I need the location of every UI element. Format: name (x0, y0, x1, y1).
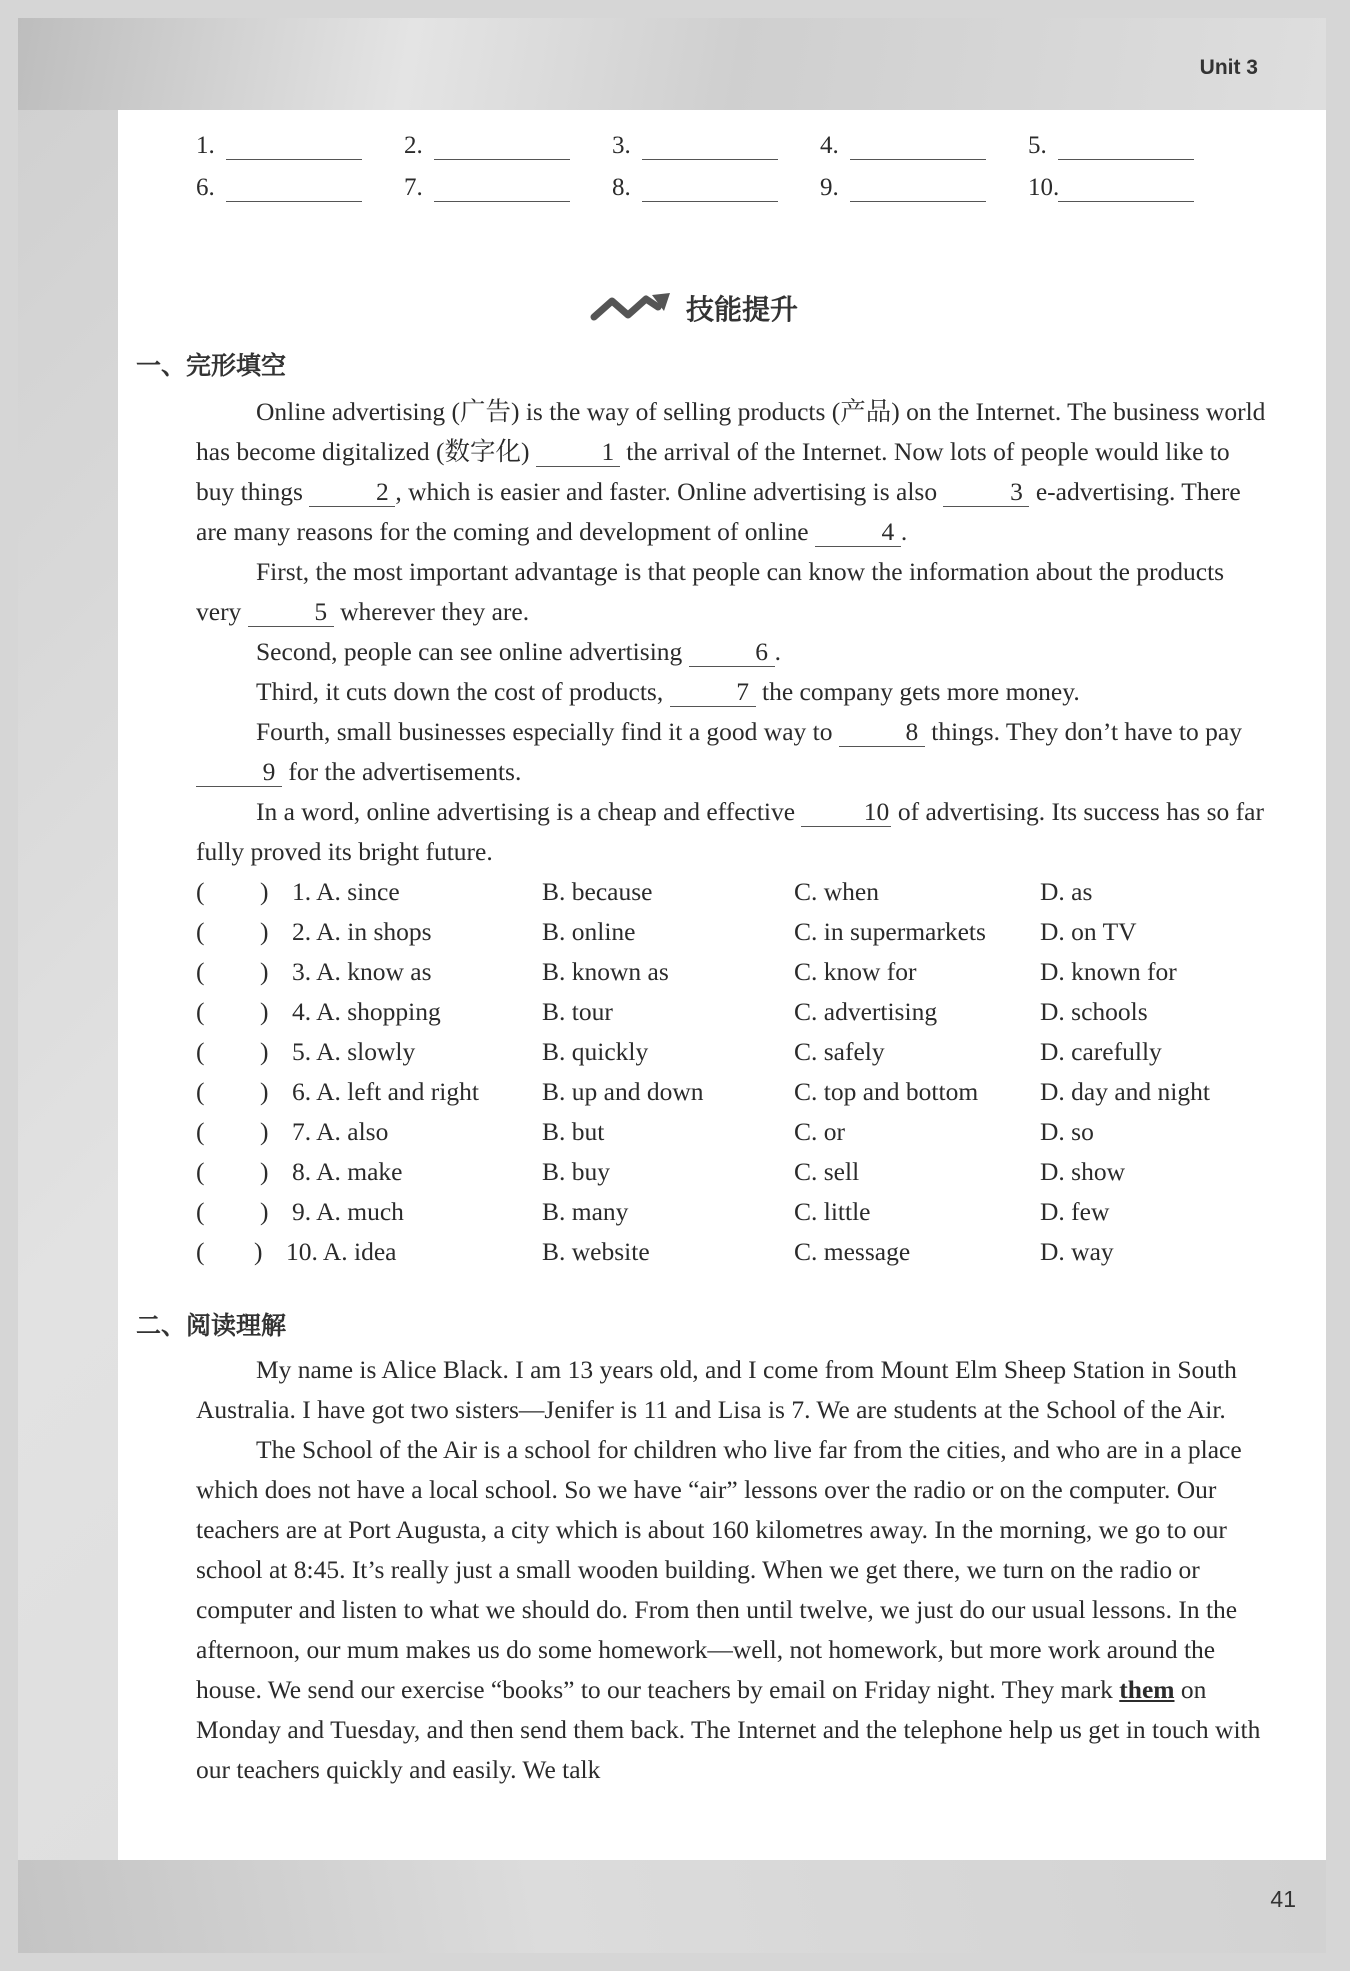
cloze-gap[interactable]: 7 (670, 678, 756, 707)
answer-bracket[interactable]: ( ) (196, 957, 269, 986)
answer-bracket[interactable]: ( ) (196, 1077, 269, 1106)
answer-blank[interactable]: 2. (404, 118, 612, 160)
option-a: 7. A. also (292, 1117, 389, 1146)
blank-row (196, 160, 1236, 202)
cloze-paragraph: Third, it cuts down the cost of products, 7 the company gets more money. (256, 677, 1080, 706)
option-b: B. but (542, 1117, 605, 1146)
cloze-gap[interactable]: 10 (801, 798, 891, 827)
option-d: D. carefully (1040, 1037, 1162, 1066)
cloze-gap[interactable]: 6 (689, 638, 775, 667)
option-b: B. website (542, 1237, 650, 1266)
choice-row (196, 992, 1276, 1032)
option-b: B. tour (542, 997, 613, 1026)
cloze-paragraph: Online advertising (广告) is the way of selling products (产品) on the Internet. The business world has become digitalized (数字化) 1 the arrival of the Internet. Now lots of people would like to buy things 2 , which is easier and faster. Online advertising is also 3 e-advertising. There are many reasons for the coming and development of online 4 . (196, 397, 1266, 546)
option-d: D. few (1040, 1197, 1110, 1226)
cloze-gap[interactable]: 2 (309, 478, 395, 507)
option-c: C. top and bottom (794, 1077, 979, 1106)
option-a: 9. A. much (292, 1197, 404, 1226)
option-d: D. as (1040, 877, 1093, 906)
option-d: D. schools (1040, 997, 1148, 1026)
option-c: C. in supermarkets (794, 917, 986, 946)
choice-row (196, 1232, 1276, 1272)
option-b: B. because (542, 877, 653, 906)
choice-list (196, 872, 1276, 1272)
footer-band (18, 1860, 1326, 1953)
choice-row (196, 1112, 1276, 1152)
answer-blank[interactable]: 6. (196, 160, 404, 202)
cloze-gap[interactable]: 9 (196, 758, 282, 787)
answer-blank[interactable]: 1. (196, 118, 404, 160)
cloze-paragraph: Second, people can see online advertising 6 . (256, 637, 782, 666)
cloze-gap[interactable]: 3 (943, 478, 1029, 507)
answer-bracket[interactable]: ( ) (196, 997, 269, 1026)
option-b: B. known as (542, 957, 669, 986)
option-a: 2. A. in shops (292, 917, 432, 946)
option-a: 3. A. know as (292, 957, 432, 986)
answer-blank[interactable]: 4. (820, 118, 1028, 160)
section-banner (590, 288, 798, 328)
highlighted-word: them (1119, 1675, 1175, 1704)
option-d: D. show (1040, 1157, 1126, 1186)
option-c: C. little (794, 1197, 871, 1226)
option-a: 5. A. slowly (292, 1037, 416, 1066)
blank-row (196, 118, 1236, 160)
answer-blank[interactable]: 3. (612, 118, 820, 160)
choice-row (196, 952, 1276, 992)
section1-title: 一、完形填空 (136, 351, 287, 380)
option-a: 6. A. left and right (292, 1077, 479, 1106)
cloze-paragraph: First, the most important advantage is that people can know the information about the products very 5 wherever they are. (196, 557, 1225, 626)
option-b: B. up and down (542, 1077, 704, 1106)
cloze-gap[interactable]: 8 (839, 718, 925, 747)
reading-passage (196, 1350, 1270, 1790)
option-d: D. so (1040, 1117, 1094, 1146)
zigzag-arrow-icon (590, 291, 672, 325)
answer-blank[interactable]: 7. (404, 160, 612, 202)
option-d: D. on TV (1040, 917, 1137, 946)
option-c: C. when (794, 877, 879, 906)
option-b: B. many (542, 1197, 629, 1226)
option-c: C. know for (794, 957, 917, 986)
option-d: D. way (1040, 1237, 1114, 1266)
choice-row (196, 872, 1276, 912)
answer-bracket[interactable]: ( ) (196, 877, 269, 906)
cloze-paragraph: In a word, online advertising is a cheap and effective 10 of advertising. Its success has so far fully proved its bright future. (196, 797, 1264, 866)
banner-title: 技能提升 (686, 293, 799, 326)
page-number: 41 (1270, 1886, 1296, 1912)
reading-paragraph: The School of the Air is a school for children who live far from the cities, and who are in a place which does not have a local school. So we have “air” lessons over the radio or on the computer. Our teachers are at Port Augusta, a city which is about 160 kilometres away. In the morning, we go to our school at 8:45. It’s really just a small wooden building. When we get there, we turn on the radio or computer and listen to what we should do. From then until twelve, we just do our usual lessons. In the afternoon, our mum makes us do some homework—well, not homework, but more work around the house. We send our exercise “books” to our teachers by email on Friday night. They mark them on Monday and Tuesday, and then send them back. The Internet and the telephone help us get in touch with our teachers quickly and easily. We talk (196, 1435, 1261, 1784)
choice-row (196, 1152, 1276, 1192)
answer-bracket[interactable]: ( ) (196, 1197, 269, 1226)
answer-blanks (196, 118, 1236, 202)
cloze-paragraph: Fourth, small businesses especially find it a good way to 8 things. They don’t have to pay 9 for the advertisements. (196, 712, 1270, 792)
cloze-gap[interactable]: 4 (815, 518, 901, 547)
choice-row (196, 1192, 1276, 1232)
answer-blank[interactable]: 10. (1028, 160, 1236, 202)
section2-title: 二、阅读理解 (136, 1311, 287, 1340)
choice-row (196, 912, 1276, 952)
choice-row (196, 1072, 1276, 1112)
option-d: D. day and night (1040, 1077, 1210, 1106)
header-band (18, 18, 1326, 110)
option-a: 1. A. since (292, 877, 400, 906)
answer-blank[interactable]: 5. (1028, 118, 1236, 160)
option-b: B. quickly (542, 1037, 649, 1066)
option-c: C. sell (794, 1157, 860, 1186)
answer-blank[interactable]: 9. (820, 160, 1028, 202)
unit-label: Unit 3 (1199, 56, 1258, 79)
option-c: C. message (794, 1237, 911, 1266)
choice-row (196, 1032, 1276, 1072)
option-b: B. buy (542, 1157, 611, 1186)
cloze-gap[interactable]: 5 (248, 598, 334, 627)
answer-bracket[interactable]: ( ) (196, 1157, 269, 1186)
cloze-passage (196, 392, 1270, 872)
option-c: C. advertising (794, 997, 938, 1026)
answer-blank[interactable]: 8. (612, 160, 820, 202)
option-c: C. or (794, 1117, 845, 1146)
reading-paragraph: My name is Alice Black. I am 13 years old, and I come from Mount Elm Sheep Station in South Australia. I have got two sisters—Jenifer is 11 and Lisa is 7. We are students at the School of the Air. (196, 1355, 1237, 1424)
option-d: D. known for (1040, 957, 1177, 986)
option-a: 10. A. idea (286, 1237, 397, 1266)
answer-bracket[interactable]: ( ) (196, 1237, 263, 1266)
answer-bracket[interactable]: ( ) (196, 1117, 269, 1146)
option-b: B. online (542, 917, 636, 946)
option-a: 8. A. make (292, 1157, 403, 1186)
answer-bracket[interactable]: ( ) (196, 917, 269, 946)
option-c: C. safely (794, 1037, 885, 1066)
answer-bracket[interactable]: ( ) (196, 1037, 269, 1066)
cloze-gap[interactable]: 1 (536, 438, 620, 467)
option-a: 4. A. shopping (292, 997, 441, 1026)
